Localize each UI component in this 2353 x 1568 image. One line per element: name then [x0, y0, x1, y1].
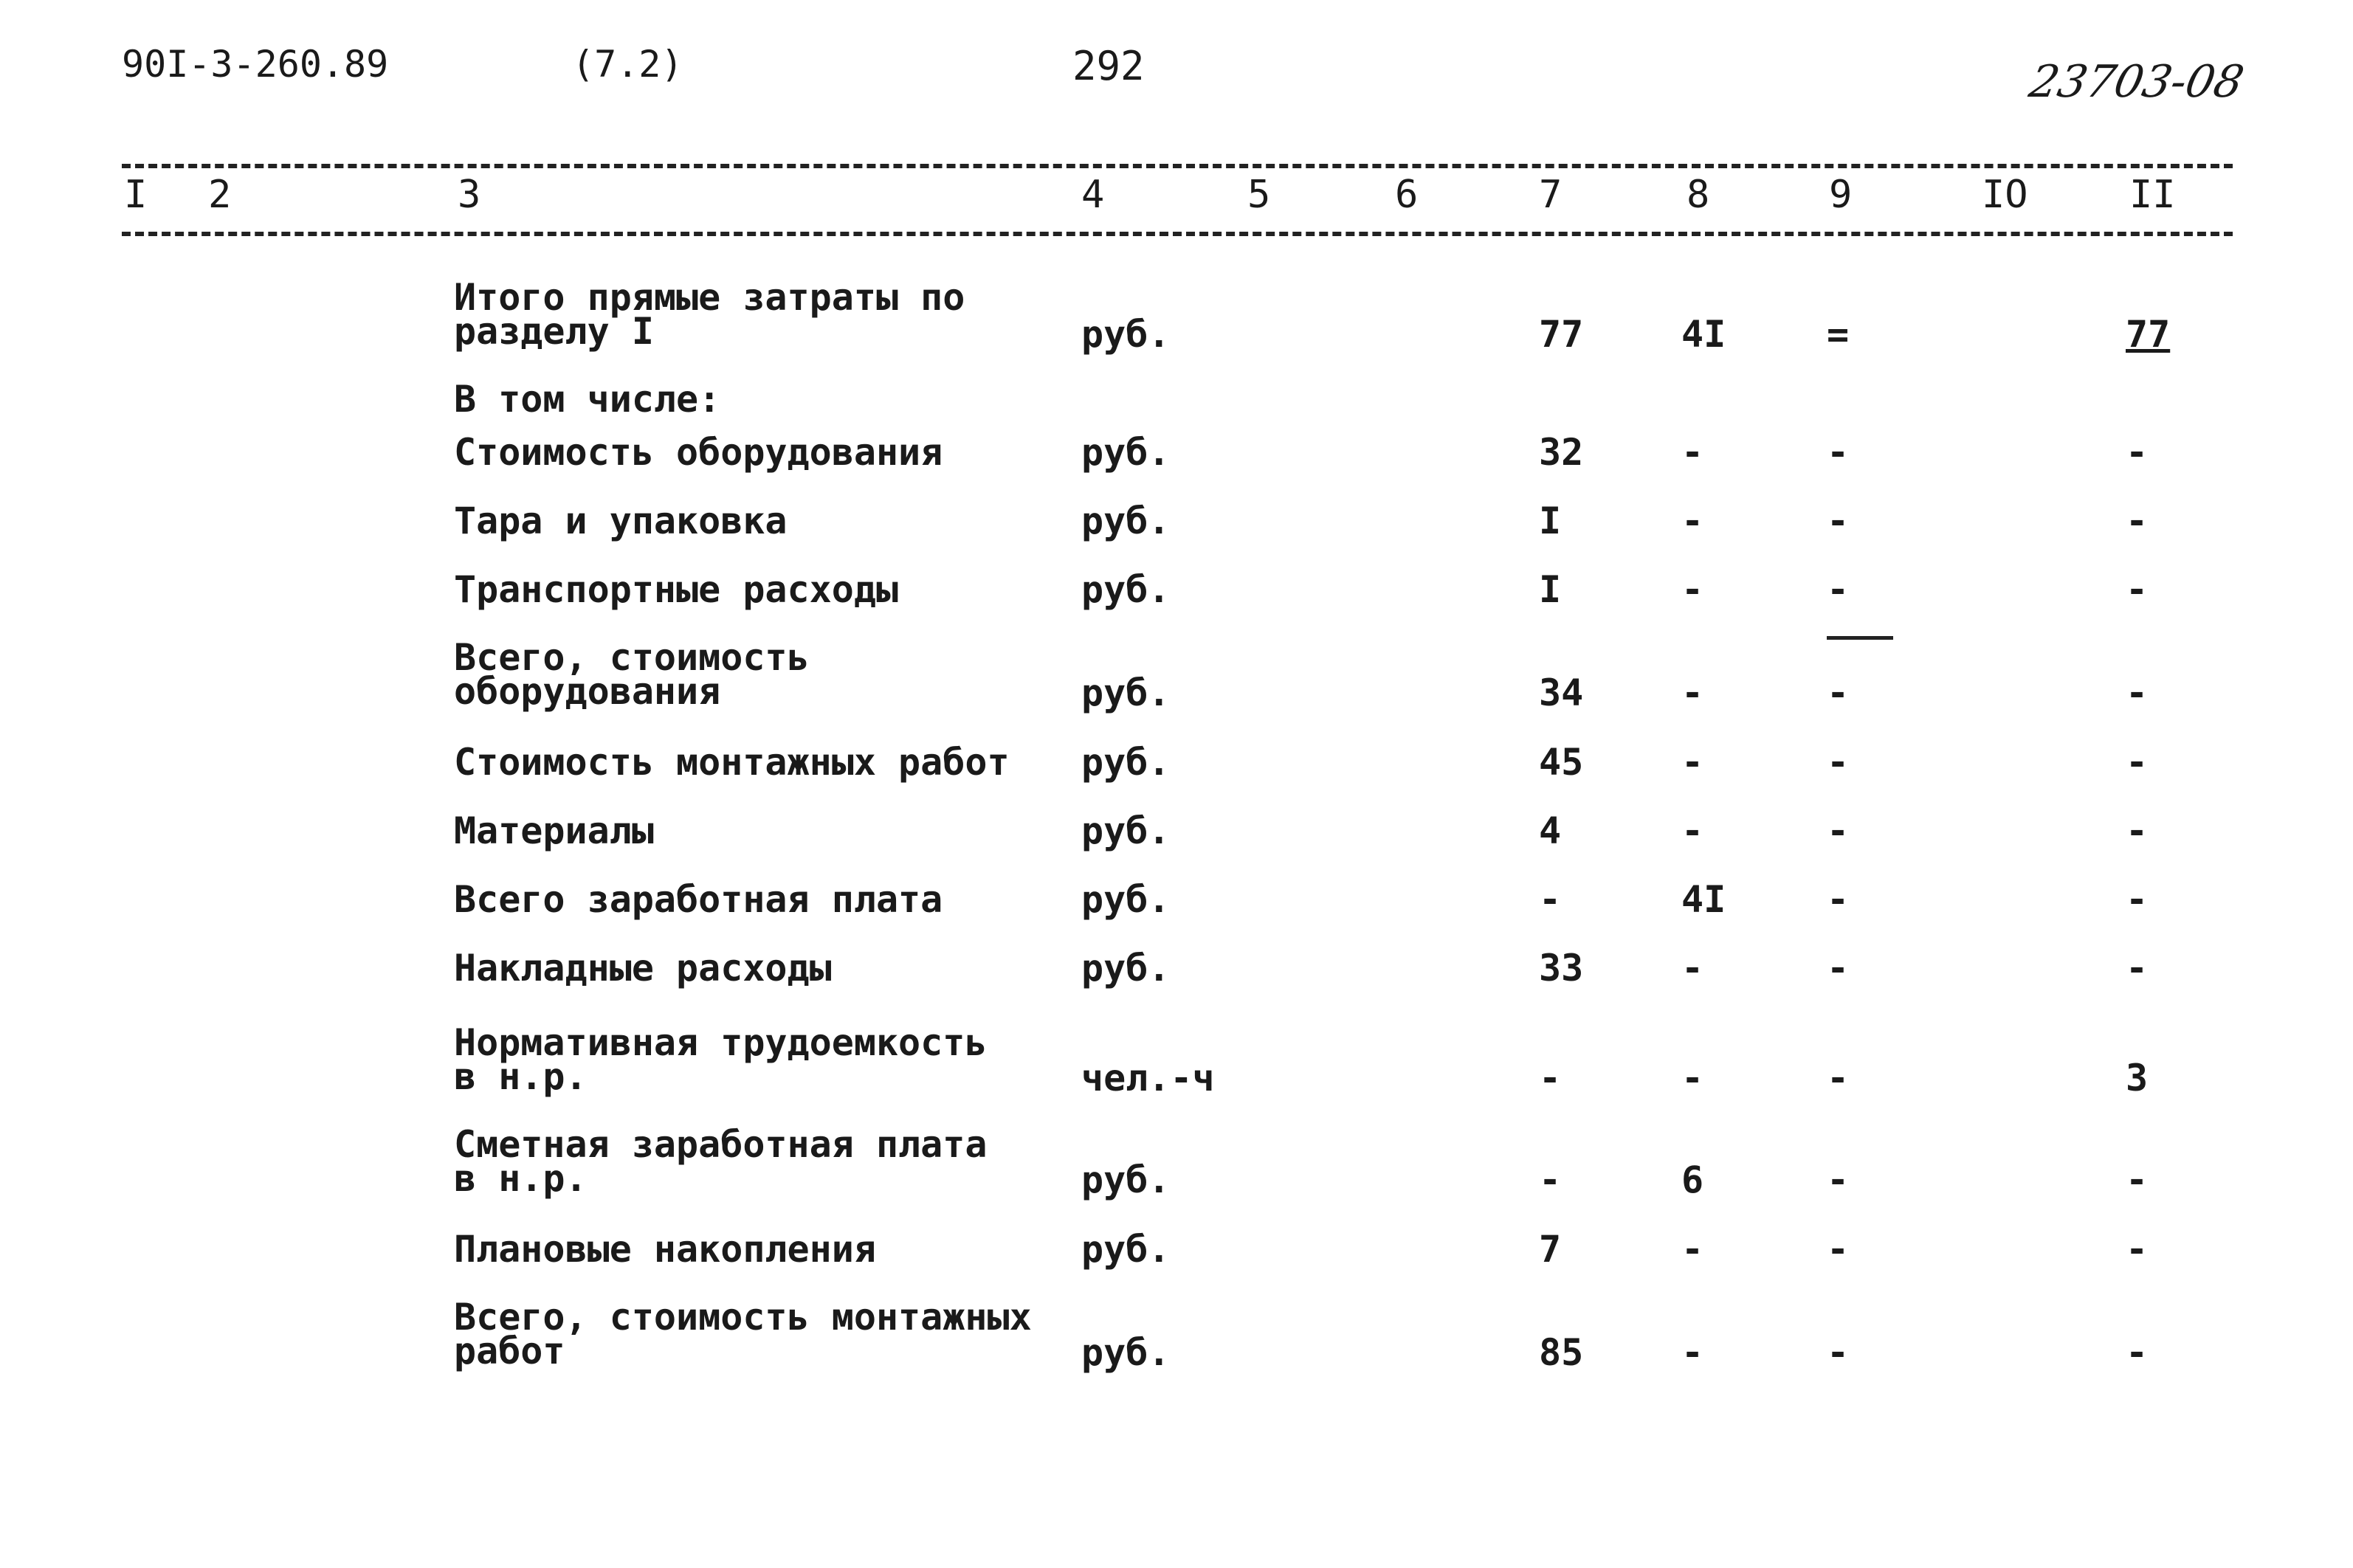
row-name: Итого прямые затраты по разделу I [454, 276, 965, 353]
row-unit: руб. [1081, 1228, 1171, 1271]
column-number-10: IO [1982, 173, 2028, 217]
value-col-7: 32 [1539, 431, 1584, 474]
value-col-9: = [1827, 313, 1850, 356]
value-col-7: - [1539, 1158, 1562, 1201]
row-name: Транспортные расходы [454, 568, 899, 611]
value-col-11: - [2126, 671, 2149, 714]
value-col-11: - [2126, 741, 2149, 784]
row-unit: руб. [1081, 1331, 1171, 1374]
value-col-7: 7 [1539, 1228, 1562, 1271]
value-col-8: - [1681, 1331, 1704, 1374]
value-col-8: 6 [1681, 1158, 1704, 1201]
row-name: Стоимость монтажных работ [454, 741, 1010, 784]
page-number: 292 [1072, 43, 1145, 89]
value-col-8: - [1681, 500, 1704, 542]
row-name: Сметная заработная плата в н.р. [454, 1123, 988, 1200]
value-col-9: - [1827, 671, 1850, 714]
value-col-11: - [2126, 1228, 2149, 1271]
value-col-9: - [1827, 1158, 1850, 1201]
value-col-8: 4I [1681, 878, 1726, 921]
value-col-8: - [1681, 809, 1704, 852]
table-header-rule [122, 232, 2233, 236]
section-number: (7.2) [572, 43, 683, 86]
value-col-11: - [2126, 809, 2149, 852]
column-number-1: I [124, 173, 148, 217]
value-col-11: - [2126, 1158, 2149, 1201]
row-unit: руб. [1081, 878, 1171, 921]
value-col-9: - [1827, 878, 1850, 921]
value-col-7: 4 [1539, 809, 1562, 852]
value-col-8: - [1681, 1057, 1704, 1099]
column-number-11: II [2129, 173, 2176, 217]
value-col-7: 85 [1539, 1331, 1584, 1374]
handwritten-code: 23703-08 [2025, 56, 2248, 108]
value-col-11: - [2126, 431, 2149, 474]
value-col-7: 34 [1539, 671, 1584, 714]
row-unit: руб. [1081, 947, 1171, 990]
value-col-11: - [2126, 947, 2149, 990]
column-number-7: 7 [1539, 173, 1563, 217]
value-col-8: - [1681, 568, 1704, 611]
value-col-7: I [1539, 500, 1562, 542]
row-name: Нормативная трудоемкость в н.р. [454, 1021, 988, 1098]
value-col-9: - [1827, 741, 1850, 784]
row-name: Всего заработная плата [454, 878, 943, 921]
row-unit: руб. [1081, 741, 1171, 784]
value-col-9: - [1827, 568, 1850, 611]
value-col-7: 77 [1539, 313, 1584, 356]
column-number-9: 9 [1829, 173, 1853, 217]
column-number-6: 6 [1395, 173, 1419, 217]
document-code: 90I-3-260.89 [122, 43, 389, 86]
value-col-7: - [1539, 1057, 1562, 1099]
value-col-8: - [1681, 671, 1704, 714]
value-col-11: - [2126, 878, 2149, 921]
value-col-8: - [1681, 431, 1704, 474]
value-col-9: - [1827, 947, 1850, 990]
value-col-7: 33 [1539, 947, 1584, 990]
row-unit: руб. [1081, 1158, 1171, 1201]
value-col-8: - [1681, 947, 1704, 990]
value-col-9: - [1827, 809, 1850, 852]
column-number-2: 2 [208, 173, 232, 217]
value-col-9: - [1827, 1331, 1850, 1374]
value-col-11: - [2126, 500, 2149, 542]
value-col-8: 4I [1681, 313, 1726, 356]
value-col-9: - [1827, 1057, 1850, 1099]
column-number-8: 8 [1687, 173, 1710, 217]
underline-mark [1827, 636, 1893, 640]
value-col-9: - [1827, 1228, 1850, 1271]
row-unit: чел.-ч [1081, 1057, 1215, 1099]
row-unit: руб. [1081, 809, 1171, 852]
row-name: В том числе: [454, 378, 721, 421]
row-unit: руб. [1081, 671, 1171, 714]
row-unit: руб. [1081, 313, 1171, 356]
row-name: Плановые накопления [454, 1228, 876, 1271]
row-unit: руб. [1081, 431, 1171, 474]
row-unit: руб. [1081, 500, 1171, 542]
value-col-8: - [1681, 1228, 1704, 1271]
value-col-7: 45 [1539, 741, 1584, 784]
row-name: Стоимость оборудования [454, 431, 943, 474]
value-col-11: 3 [2126, 1057, 2149, 1099]
table-top-rule [122, 164, 2233, 168]
row-unit: руб. [1081, 568, 1171, 611]
column-number-4: 4 [1081, 173, 1105, 217]
value-col-7: - [1539, 878, 1562, 921]
row-name: Тара и упаковка [454, 500, 788, 542]
value-col-11: - [2126, 568, 2149, 611]
row-name: Всего, стоимость монтажных работ [454, 1296, 1032, 1372]
value-col-9: - [1827, 431, 1850, 474]
row-name: Материалы [454, 809, 654, 852]
value-col-8: - [1681, 741, 1704, 784]
value-col-11: - [2126, 1331, 2149, 1374]
row-name: Всего, стоимость оборудования [454, 636, 810, 713]
column-number-5: 5 [1247, 173, 1271, 217]
value-col-9: - [1827, 500, 1850, 542]
row-name: Накладные расходы [454, 947, 832, 990]
column-number-3: 3 [458, 173, 481, 217]
value-col-11: 77 [2126, 313, 2171, 356]
value-col-7: I [1539, 568, 1562, 611]
